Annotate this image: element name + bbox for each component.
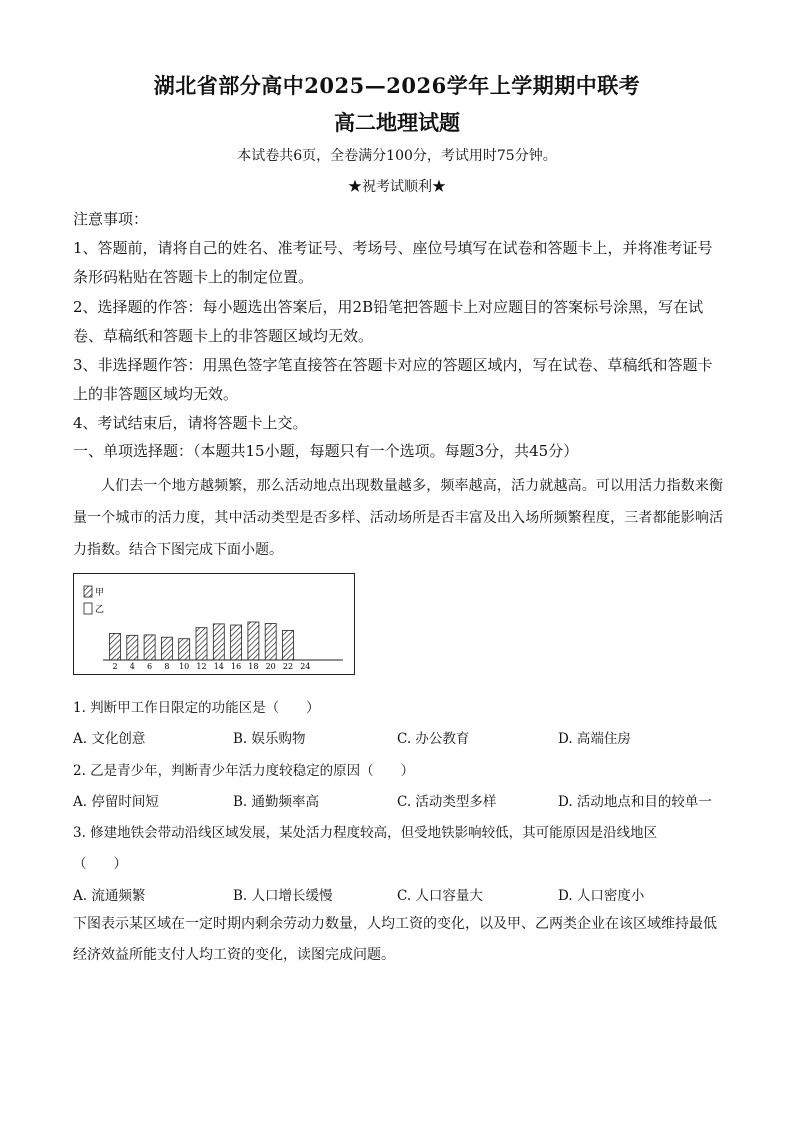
bar-jia [265,624,276,660]
question-3-stem-bracket: （ ） [73,856,127,872]
bar-jia [196,628,207,660]
q1-option-a[interactable]: A. 文化创意 [73,731,146,747]
bar-jia [127,635,138,660]
bar-jia [283,630,294,660]
note-1: 1、答题前，请将自己的姓名、准考证号、考场号、座位号填写在试卷和答题卡上，并将准考证号条形码粘贴在答题卡上的制定位置。 [73,239,713,286]
x-tick-labels [112,662,310,671]
bar-jia [231,625,242,660]
q3-option-a[interactable]: A. 流通频繁 [73,888,146,904]
section-heading: 一、单项选择题：（本题共15小题，每题只有一个选项。每题3分，共45分） [73,442,579,460]
x-tick-label: 6 [147,662,153,671]
chart-legend [84,586,104,615]
legend-swatch [84,603,92,614]
bar-jia [161,637,172,660]
chart-bars [110,622,294,660]
q3-option-d[interactable]: D. 人口密度小 [558,888,645,904]
x-tick-label: 18 [248,662,259,671]
passage-1: 人们去一个地方越频繁，那么活动地点出现数量越多，频率越高，活力就越高。可以用活力指数来衡量一个城市的活力度，其中活动类型是否多样、活动场所是否丰富及出入场所频繁程度，三者都能影响活力指数。结合下图完成下面小题。 [73,478,723,558]
x-tick-label: 24 [300,662,311,671]
note-2: 2、选择题的作答：每小题选出答案后，用2B铅笔把答题卡上对应题目的答案标号涂黑，写在试卷、草稿纸和答题卡上的非答题区域均无效。 [73,298,704,345]
x-tick-label: 8 [164,662,170,671]
x-tick-label: 20 [265,662,276,671]
legend-label: 甲 [95,588,105,598]
q1-option-d[interactable]: D. 高端住房 [558,731,631,747]
x-tick-label: 2 [112,662,118,671]
x-tick-label: 22 [282,662,294,671]
notes-title: 注意事项： [73,210,149,228]
note-4: 4、考试结束后，请将答题卡上交。 [73,414,308,432]
question-3-stem: 3. 修建地铁会带动沿线区域发展，某处活力程度较高，但受地铁影响较低，其可能原因是沿线地区 [73,825,658,841]
question-2-stem: 2. 乙是青少年，判断青少年活力度较稳定的原因（ ） [73,763,415,779]
bar-jia [248,622,259,660]
q3-option-b[interactable]: B. 人口增长缓慢 [233,888,333,904]
exam-info: 本试卷共6页，全卷满分100分，考试用时75分钟。 [237,148,557,164]
bar-jia [144,635,155,660]
question-1-stem: 1. 判断甲工作日限定的功能区是（ ） [73,700,320,716]
bar-jia [213,624,224,660]
q2-option-c[interactable]: C. 活动类型多样 [397,794,497,810]
passage-2: 下图表示某区域在一定时期内剩余劳动力数量，人均工资的变化，以及甲、乙两类企业在该区域维持最低经济效益所能支付人均工资的变化，读图完成问题。 [73,916,717,963]
chart-svg [73,573,355,675]
x-tick-label: 16 [231,662,242,671]
q2-option-a[interactable]: A. 停留时间短 [73,794,159,810]
x-tick-label: 12 [196,662,207,671]
q3-option-c[interactable]: C. 人口容量大 [397,888,483,904]
x-tick-label: 10 [179,662,190,671]
note-3: 3、非选择题作答：用黑色签字笔直接答在答题卡对应的答题区域内，写在试卷、草稿纸和答题卡上的非答题区域均无效。 [73,356,713,403]
bar-jia [110,633,121,660]
exam-title: 湖北省部分高中2025—2026学年上学期期中联考 [153,73,641,98]
exam-wish: ★祝考试顺利★ [348,179,446,195]
exam-subtitle: 高二地理试题 [334,110,460,135]
bar-jia [179,639,190,660]
q2-option-b[interactable]: B. 通勤频率高 [233,794,320,810]
x-tick-label: 4 [129,662,135,671]
activity-chart [73,573,355,675]
legend-swatch [84,586,92,597]
q2-option-d[interactable]: D. 活动地点和目的较单一 [558,794,712,810]
x-tick-label: 14 [213,662,224,671]
legend-label: 乙 [95,605,105,615]
q1-option-c[interactable]: C. 办公教育 [397,731,470,747]
q1-option-b[interactable]: B. 娱乐购物 [233,731,306,747]
